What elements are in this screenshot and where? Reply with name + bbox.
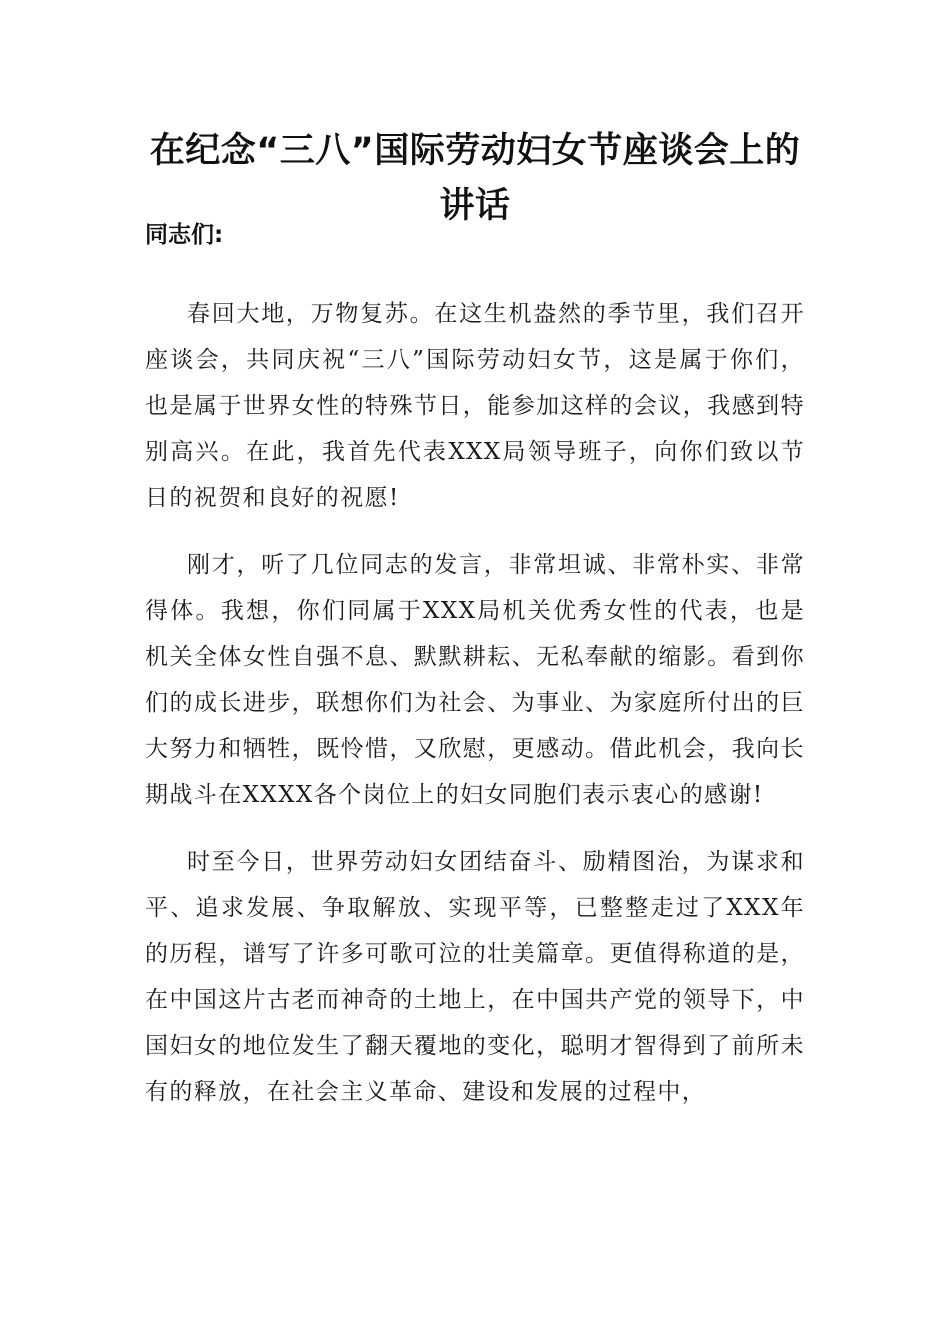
salutation: 同志们: (145, 222, 224, 248)
paragraph-2: 刚才，听了几位同志的发言，非常坦诚、非常朴实、非常得体。我想，你们同属于XXX局机关优秀女性的代表，也是机关全体女性自强不息、默默耕耘、无私奉献的缩影。看到你们的成长进步，联想你们为社会、为事业、为家庭所付出的巨大努力和牺牲，既怜惜，又欣慰，更感动。借此机会，我向长期战斗在XXXX各个岗位上的妇女同胞们表示衷心的感谢! (145, 552, 805, 808)
document-body (145, 291, 805, 1136)
paragraph-1: 春回大地，万物复苏。在这生机盎然的季节里，我们召开座谈会，共同庆祝“三八”国际劳动妇女节，这是属于你们，也是属于世界女性的特殊节日，能参加这样的会议，我感到特别高兴。在此，我首先代表XXX局领导班子，向你们致以节日的祝贺和良好的祝愿! (145, 301, 805, 511)
paragraph-3: 时至今日，世界劳动妇女团结奋斗、励精图治，为谋求和平、追求发展、争取解放、实现平等，已整整走过了XXX年的历程，谱写了许多可歌可泣的壮美篇章。更值得称道的是，在中国这片古老而神奇的土地上，在中国共产党的领导下，中国妇女的地位发生了翻天覆地的变化，聪明才智得到了前所未有的释放，在社会主义革命、建设和发展的过程中， (145, 849, 806, 1105)
document-title: 在纪念“三八”国际劳动妇女节座谈会上的讲话 (149, 131, 801, 226)
